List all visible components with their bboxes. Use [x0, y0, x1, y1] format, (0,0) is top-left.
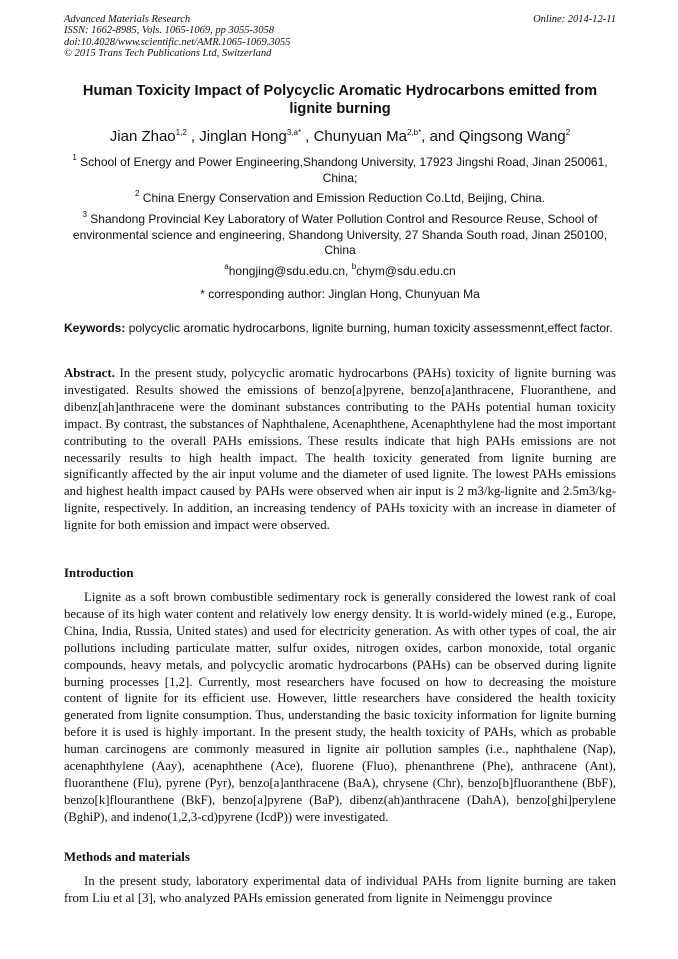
- affiliation-text: China Energy Conservation and Emission Reduction Co.Ltd, Beijing, China.: [142, 191, 546, 205]
- author-sup: 3,a*: [286, 128, 302, 137]
- author-name: Jinglan Hong: [199, 128, 287, 145]
- paper-title: Human Toxicity Impact of Polycyclic Aromatic Hydrocarbons emitted from lignite burning: [82, 83, 598, 117]
- affiliation-sup: 3: [82, 210, 87, 219]
- copyright-line: © 2015 Trans Tech Publications Ltd, Switzerland: [64, 48, 272, 60]
- author-sup: 2: [565, 128, 571, 137]
- author-sup: 1,2: [175, 128, 187, 137]
- keywords-text: polycyclic aromatic hydrocarbons, lignite burning, human toxicity assessmennt,effect factor.: [125, 321, 613, 335]
- abstract-label: Abstract.: [64, 366, 115, 380]
- author-sup: 2,b*: [407, 128, 422, 137]
- author-sep: ,: [186, 128, 200, 145]
- issn-line: ISSN: 1662-8985, Vols. 1065-1069, pp 3055-3058: [64, 25, 274, 37]
- introduction-heading: Introduction: [64, 566, 134, 580]
- author-sep: ,: [301, 128, 314, 145]
- affiliation-sup: 1: [72, 153, 77, 162]
- affiliation-text: Shandong Provincial Key Laboratory of Water Pollution Control and Resource Reuse, School of environmental science and engineering, Shandong University, 27 Shanda South road, Jinan 250100, China: [72, 212, 608, 257]
- affiliation-1: [64, 155, 616, 186]
- email-sup: b: [351, 262, 357, 271]
- methods-text: In the present study, laboratory experimental data of individual PAHs from lignite burning are taken from Liu et al [3], who analyzed PAHs emission generated from lignite in Neimenggu province: [64, 874, 616, 905]
- methods-heading: Methods and materials: [64, 850, 190, 864]
- affiliation-text: School of Energy and Power Engineering,Shandong University, 17923 Jingshi Road, Jinan 250061, China;: [80, 155, 608, 185]
- keywords: [64, 320, 616, 336]
- journal-name: Advanced Materials Research: [64, 14, 191, 25]
- email-sup: a: [224, 262, 229, 271]
- author-name: Jian Zhao: [109, 128, 176, 145]
- journal-header: [64, 14, 290, 60]
- email-b[interactable]: chym@sdu.edu.cn: [356, 264, 456, 278]
- keywords-label: Keywords:: [64, 321, 126, 335]
- online-date: Online: 2014-12-11: [533, 14, 616, 25]
- doi-line: doi:10.4028/www.scientific.net/AMR.1065-1069.3055: [64, 36, 291, 48]
- affiliation-2: [64, 191, 616, 207]
- author-sep: , and: [421, 128, 459, 145]
- abstract: [64, 365, 616, 534]
- introduction-text: Lignite as a soft brown combustible sedimentary rock is generally considered the lowest rank of coal because of its high water content and relatively low energy density. It is world-widely mined (e.g., Europe, China, India, Russia, United states) and used for electricity generation. As with other types of coal, the air pollutions including particulate matter, sulfur oxides, nitrogen oxides, carbon monoxide, total organic compounds, heavy metals, and polycyclic aromatic hydrocarbons (PAHs) can be observed during lignite burning processes [1,2]. Currently, most researchers have focused on how to decreasing the moisture content of lignite for its efficient use. However, little researchers have considered the health toxicity generated from lignite consumption. Thus, understanding the basic toxicity information for lignite burning before it is used is highly important. In the present study, the health toxicity of PAHs, which as probable human carcinogens are commonly measured in lignite air pollution samples (i.e., naphthalene (Nap), acenaphthylene (Aay), acenaphthene (Ace), fluorene (Fluo), phenanthrene (Phe), anthracene (Ant), fluoranthene (Flu), pyrene (Pyr), benzo[a]anthracene (BaA), chrysene (Chr), benzo[b]fluoranthene (BbF), benzo[k]flouranthene (BkF), benzo[a]pyrene (BaP), dibenz(ah)anthracene (DahA), benzo[ghi]perylene (BghiP), and indeno(1,2,3-cd)pyrene (IcdP)) were investigated.: [64, 590, 616, 824]
- author-name: Qingsong Wang: [458, 128, 566, 145]
- corresponding-author: * corresponding author: Jinglan Hong, Chunyuan Ma: [200, 287, 480, 301]
- affiliation-3: [64, 212, 616, 259]
- email-a[interactable]: hongjing@sdu.edu.cn,: [228, 264, 352, 278]
- author-list: [64, 128, 616, 145]
- email-line: [64, 264, 616, 280]
- abstract-text: In the present study, polycyclic aromatic hydrocarbons (PAHs) toxicity of lignite burning was investigated. Results showed the emissions of benzo[a]pyrene, benzo[a]anthracene, Fluoranthene, and dibenz[ah]anthracene were the dominant substances contributing to the PAHs potential human toxicity impact. By contrast, the substances of Naphthalene, Acenaphthene, Acenaphthylene had the most important contributing to the overall PAHs emissions. These results indicate that high PAHs emissions are not necessarily results to high health impact. The health toxicity generated from lignite burning are significantly affected by the air input volume and the diameter of used lignite. The lowest PAHs emissions and highest health impact caused by PAHs were observed when air input is 2 m3/kg-lignite and 2.5m3/kg-lignite, respectively. In addition, an increasing tendency of PAHs toxicity with an increase in diameter of lignite for both emission and impact were observed.: [64, 366, 616, 533]
- affiliation-sup: 2: [134, 189, 140, 198]
- author-name: Chunyuan Ma: [313, 128, 407, 145]
